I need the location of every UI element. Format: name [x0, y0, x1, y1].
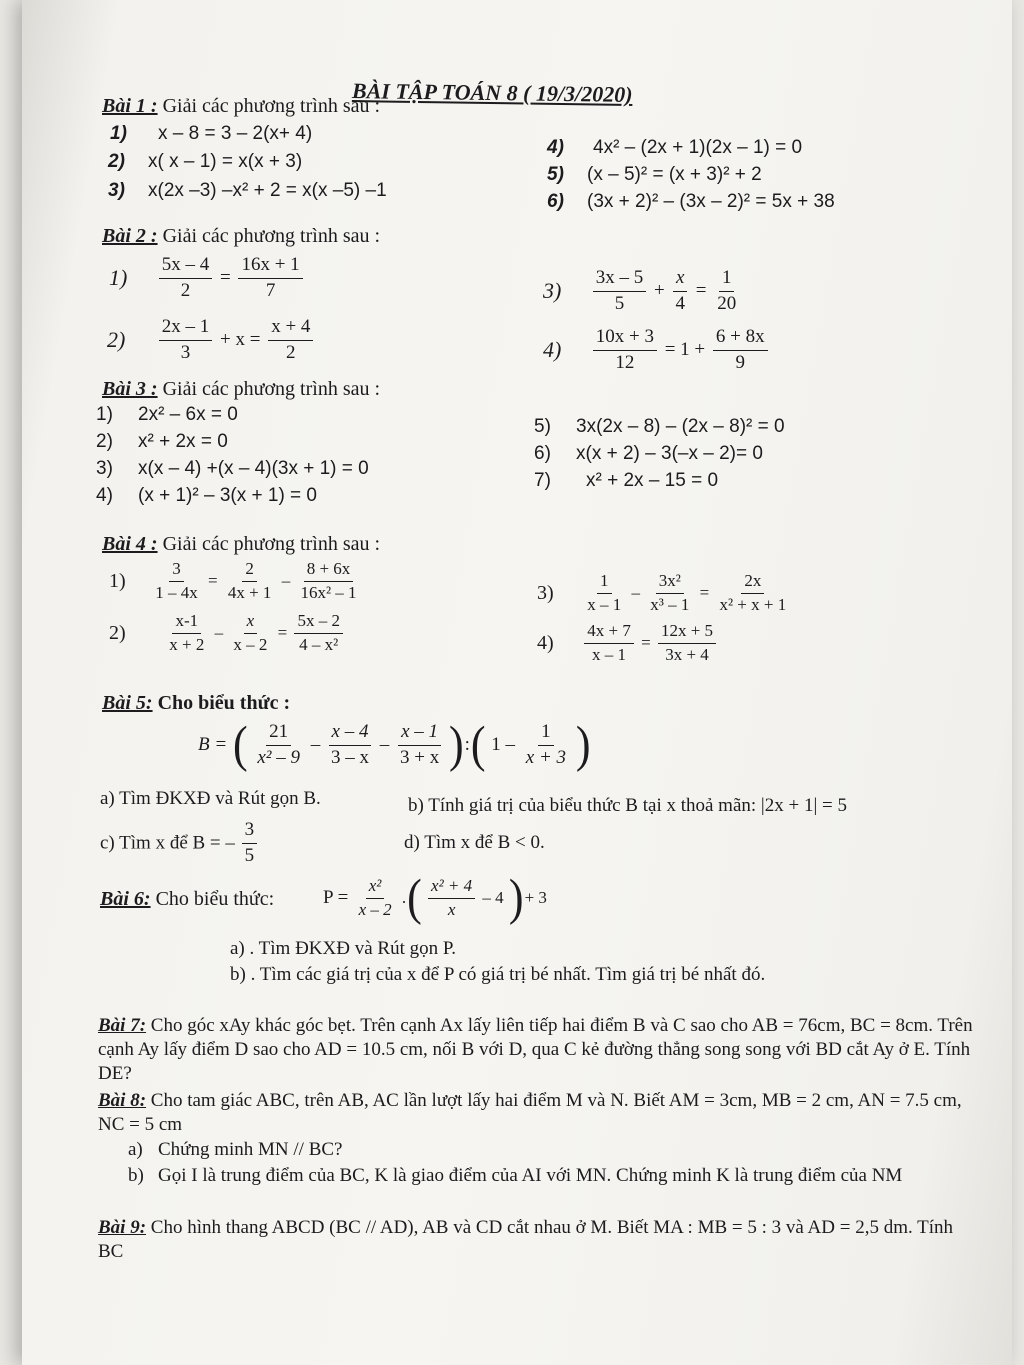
bai5-expression: B = ( $\frac{21}{\text{x² – 9}}$ – $\frac{x - 4}{3 - x}$ – $\frac{x - 1}{3 + x}$ ):( 1 – $\frac{1}{x + 3}$ ) [198, 716, 591, 773]
bai3-item-2: 2) x² + 2x = 0 [96, 431, 228, 452]
bai4-eq-1: 1) $\frac{3}{1 - 4x}$ = $\frac{2}{4x + 1}$ – $\frac{8 + 6x}{\text{16x² – 1}}$ [109, 559, 357, 602]
bai3-item-7: 7) x² + 2x – 15 = 0 [534, 470, 719, 491]
bai2-eq-3: 3) $\frac{3x - 5}{5}$ + $\frac{x}{4}$ = $\frac{1}{20}$ [543, 267, 737, 314]
bai8-part-b: b) Gọi I là trung điểm của BC, K là giao điểm của AI với MN. Chứng minh K là trung điểm của NM [128, 1165, 903, 1186]
bai5-heading: Bài 5: Cho biểu thức : [102, 692, 291, 714]
bai3-item-1: 1) 2x² – 6x = 0 [96, 404, 238, 425]
bai1-prompt: Giải các phương trình sau : [157, 95, 381, 117]
bai1-item-3: 3) x(2x –3) –x² + 2 = x(x –5) –1 [108, 180, 387, 201]
bai3-item-4: 4) (x + 1)² – 3(x + 1) = 0 [96, 485, 317, 506]
bai8-paragraph: Bài 8: Cho tam giác ABC, trên AB, AC lần lượt lấy hai điểm M và N. Biết AM = 3cm, MB = 2 cm, AN = 7.5 cm, NC = 5 cm [98, 1090, 962, 1135]
bai4-heading: Bài 4 : Giải các phương trình sau : [102, 533, 381, 555]
bai2-heading: Bài 2 : Giải các phương trình sau : [102, 225, 381, 247]
bai6-part-b: b) . Tìm các giá trị của x để P có giá trị bé nhất. Tìm giá trị bé nhất đó. [230, 964, 766, 985]
bai5-part-b: b) Tính giá trị của biểu thức B tại x thoả mãn: |2x + 1| = 5 [408, 795, 847, 816]
bai1-item-2: 2) x( x – 1) = x(x + 3) [108, 151, 303, 172]
bai1-item-4: 4) 4x² – (2x + 1)(2x – 1) = 0 [547, 137, 803, 158]
bai4-eq-3: 3) $\frac{1}{x - 1}$ – $\frac{\text{3x²}}{\text{x³ – 1}}$ = $\frac{2x}{\text{x² + x + 1}}$ [537, 571, 787, 614]
bai2-eq-4: 4) $\frac{10x + 3}{12}$ = 1 + $\frac{6 + 8x}{9}$ [542, 327, 770, 374]
bai1-item-1: 1) x – 8 = 3 – 2(x+ 4) [110, 123, 313, 144]
bai5-part-c: c) Tìm x để B = – $\frac{3}{5}$ [100, 820, 259, 867]
bai1-heading [102, 95, 380, 118]
bai1-label: Bài 1 : [102, 95, 158, 117]
bai5-part-a: a) Tìm ĐKXĐ và Rút gọn B. [100, 788, 321, 809]
bai2-eq-2: 2) $\frac{2x - 1}{3}$ + x = $\frac{x + 4}{2}$ [106, 317, 315, 364]
bai4-eq-2: 2) $\frac{x-1}{x + 2}$ – $\frac{x}{x - 2}$ = $\frac{5x - 2}{\text{4 – x²}}$ [108, 612, 345, 654]
bai4-eq-4: 4) $\frac{4x + 7}{x - 1}$ = $\frac{12x + 5}{3x + 4}$ [536, 622, 718, 664]
bai3-item-5: 5) 3x(2x – 8) – (2x – 8)² = 0 [534, 416, 785, 437]
bai3-item-6: 6) x(x + 2) – 3(–x – 2)= 0 [534, 443, 763, 464]
bai5-part-d: d) Tìm x để B < 0. [404, 832, 545, 853]
bai1-item-6: 6) (3x + 2)² – (3x – 2)² = 5x + 38 [547, 191, 835, 212]
bai9-paragraph: Bài 9: Cho hình thang ABCD (BC // AD), AB và CD cắt nhau ở M. Biết MA : MB = 5 : 3 và AD = 2,5 dm. Tính BC [98, 1217, 954, 1262]
bai2-eq-1: 1) $\frac{5x - 4}{2}$ = $\frac{16x + 1}{7}$ [108, 255, 305, 302]
bai8-part-a: a) Chứng minh MN // BC? [128, 1139, 343, 1160]
bai6-expression: P = $\frac{\text{x²}}{x - 2}$ .( $\frac{\text{x² + 4}}{x}$ – 4 )+ 3 [323, 869, 547, 926]
bai6-part-a: a) . Tìm ĐKXĐ và Rút gọn P. [230, 938, 457, 959]
bai6-heading: Bài 6: Cho biểu thức: [100, 888, 275, 910]
bai3-heading: Bài 3 : Giải các phương trình sau : [102, 378, 381, 400]
bai3-item-3: 3) x(x – 4) +(x – 4)(3x + 1) = 0 [96, 458, 369, 479]
bai1-item-5: 5) (x – 5)² = (x + 3)² + 2 [547, 164, 762, 185]
worksheet-page [22, 0, 1012, 1365]
bai7-paragraph: Bài 7: Cho góc xAy khác góc bẹt. Trên cạnh Ax lấy liên tiếp hai điểm B và C sao cho AB = 76cm, BC = 8cm. Trên cạnh Ay lấy điểm D sao cho AD = 10.5 cm, nối B với D, qua C kẻ đường thẳng song song với BD cắt Ay ở E. Tính DE? [98, 1015, 973, 1084]
page-title: BÀI TẬP TOÁN 8 ( 19/3/2020) [351, 78, 633, 107]
